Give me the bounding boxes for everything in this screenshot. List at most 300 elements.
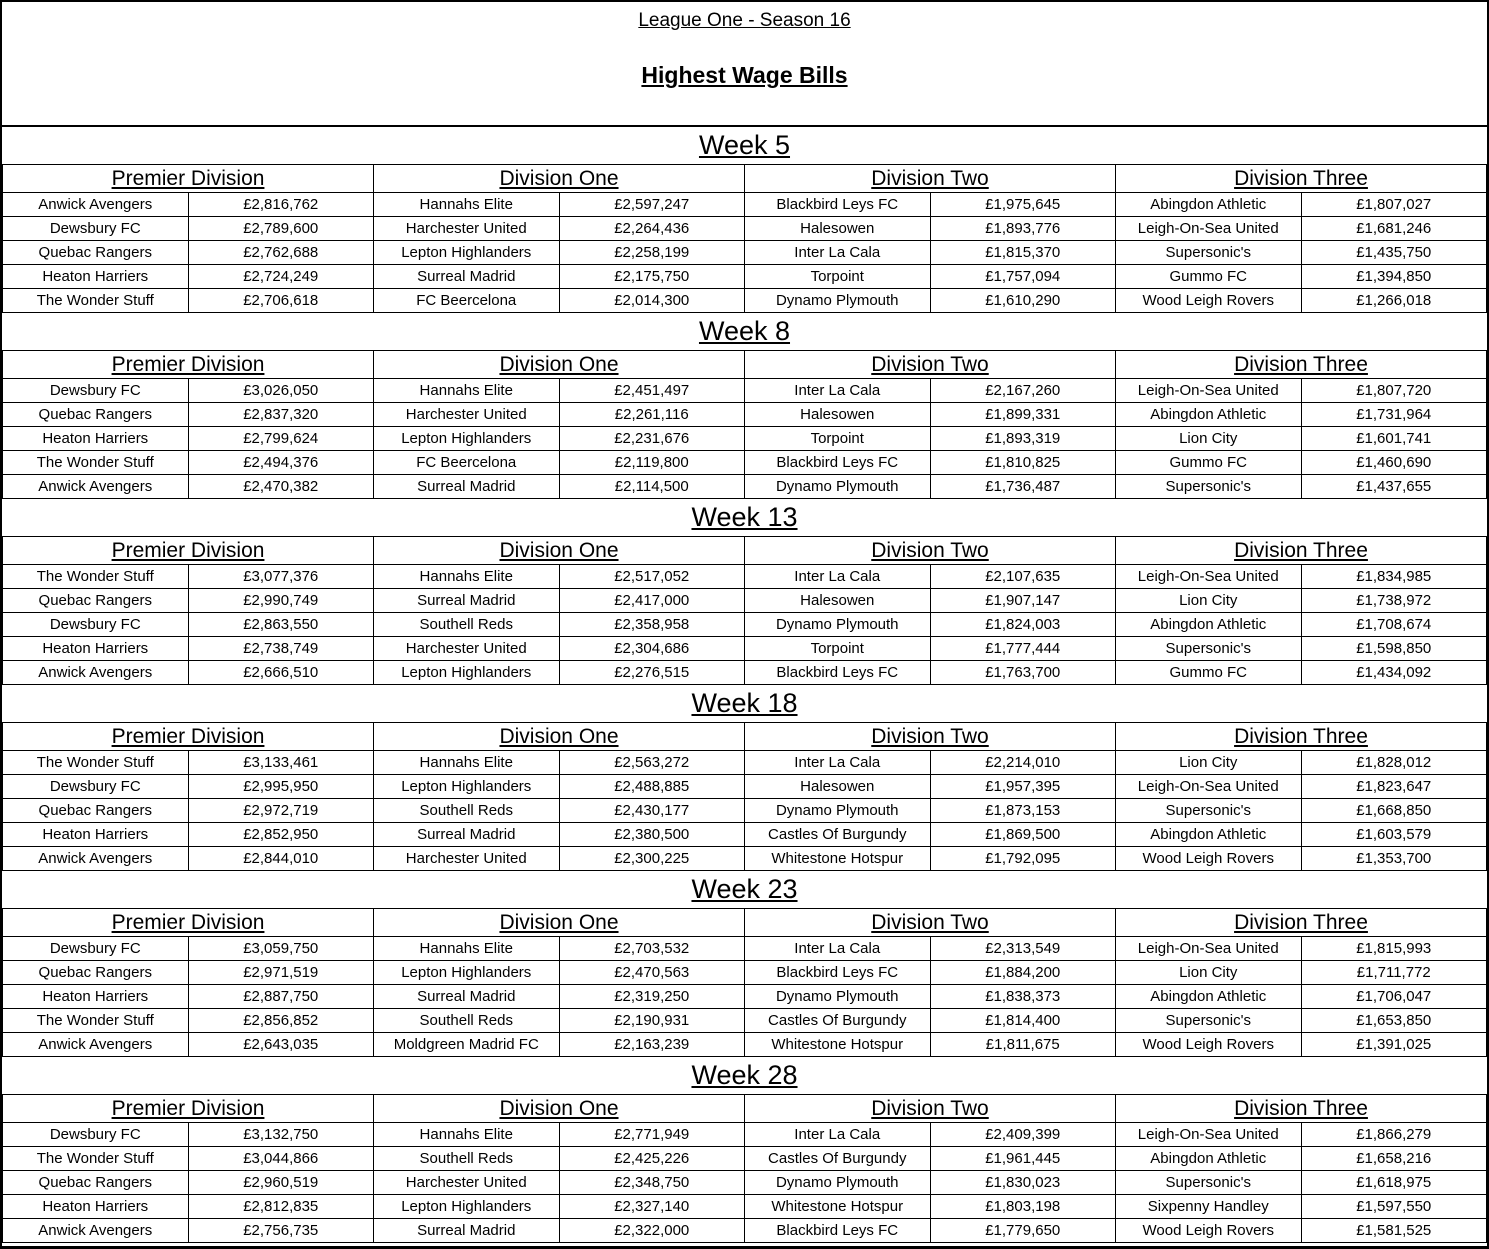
table-row xyxy=(3,589,1487,613)
wage-bill-cell: £2,163,239 xyxy=(559,1033,745,1057)
table-row xyxy=(3,193,1487,217)
wage-bill-cell: £1,757,094 xyxy=(930,265,1116,289)
wage-bill-cell: £1,957,395 xyxy=(930,775,1116,799)
wage-bill-cell: £1,961,445 xyxy=(930,1147,1116,1171)
week-table xyxy=(2,350,1487,499)
team-name-cell: Lion City xyxy=(1116,961,1302,985)
wage-bill-cell: £1,811,675 xyxy=(930,1033,1116,1057)
wage-bill-cell: £1,603,579 xyxy=(1301,823,1487,847)
wage-bill-cell: £1,681,246 xyxy=(1301,217,1487,241)
division-name: Division One xyxy=(499,724,619,748)
wage-bill-cell: £1,779,650 xyxy=(930,1219,1116,1243)
division-header xyxy=(1116,351,1487,379)
table-row xyxy=(3,1171,1487,1195)
team-name-cell: Abingdon Athletic xyxy=(1116,823,1302,847)
division-header xyxy=(374,165,745,193)
table-row xyxy=(3,937,1487,961)
wage-bill-cell: £1,353,700 xyxy=(1301,847,1487,871)
wage-bill-cell: £1,807,720 xyxy=(1301,379,1487,403)
wage-bill-cell: £2,300,225 xyxy=(559,847,745,871)
wage-bill-cell: £2,313,549 xyxy=(930,937,1116,961)
team-name-cell: Torpoint xyxy=(745,265,931,289)
table-row xyxy=(3,565,1487,589)
wage-bill-cell: £2,358,958 xyxy=(559,613,745,637)
division-header xyxy=(1116,537,1487,565)
wage-bill-cell: £2,409,399 xyxy=(930,1123,1116,1147)
division-header xyxy=(374,537,745,565)
division-header xyxy=(1116,1095,1487,1123)
team-name-cell: Whitestone Hotspur xyxy=(745,1033,931,1057)
division-name: Division Two xyxy=(871,352,989,376)
wage-bill-cell: £2,971,519 xyxy=(188,961,374,985)
team-name-cell: Abingdon Athletic xyxy=(1116,985,1302,1009)
wage-bill-cell: £2,844,010 xyxy=(188,847,374,871)
team-name-cell: Surreal Madrid xyxy=(374,985,560,1009)
wage-bill-cell: £1,738,972 xyxy=(1301,589,1487,613)
team-name-cell: Quebac Rangers xyxy=(3,1171,189,1195)
team-name-cell: Lion City xyxy=(1116,427,1302,451)
table-row xyxy=(3,751,1487,775)
wage-bill-cell: £1,711,772 xyxy=(1301,961,1487,985)
division-name: Premier Division xyxy=(111,352,265,376)
division-name: Division Three xyxy=(1234,724,1368,748)
team-name-cell: Supersonic's xyxy=(1116,241,1302,265)
team-name-cell: Torpoint xyxy=(745,637,931,661)
team-name-cell: Halesowen xyxy=(745,775,931,799)
division-header xyxy=(1116,909,1487,937)
team-name-cell: Inter La Cala xyxy=(745,565,931,589)
table-row xyxy=(3,1195,1487,1219)
team-name-cell: Lepton Highlanders xyxy=(374,961,560,985)
wage-bill-cell: £2,856,852 xyxy=(188,1009,374,1033)
team-name-cell: Leigh-On-Sea United xyxy=(1116,217,1302,241)
team-name-cell: The Wonder Stuff xyxy=(3,565,189,589)
team-name-cell: Castles Of Burgundy xyxy=(745,1009,931,1033)
wage-bill-cell: £2,470,382 xyxy=(188,475,374,499)
team-name-cell: Supersonic's xyxy=(1116,1009,1302,1033)
wage-bill-cell: £1,824,003 xyxy=(930,613,1116,637)
week-title: Week 18 xyxy=(691,688,798,718)
wage-bill-cell: £1,437,655 xyxy=(1301,475,1487,499)
team-name-cell: Harchester United xyxy=(374,637,560,661)
team-name-cell: Inter La Cala xyxy=(745,937,931,961)
division-name: Division Two xyxy=(871,1096,989,1120)
division-header-row xyxy=(3,1095,1487,1123)
wage-bill-cell: £2,863,550 xyxy=(188,613,374,637)
wage-bill-cell: £1,823,647 xyxy=(1301,775,1487,799)
wage-bill-cell: £2,258,199 xyxy=(559,241,745,265)
week-table xyxy=(2,536,1487,685)
wage-bill-cell: £2,114,500 xyxy=(559,475,745,499)
team-name-cell: Blackbird Leys FC xyxy=(745,961,931,985)
table-row xyxy=(3,799,1487,823)
division-header-row xyxy=(3,351,1487,379)
division-header xyxy=(745,165,1116,193)
wage-bill-cell: £1,828,012 xyxy=(1301,751,1487,775)
wage-bill-cell: £1,807,027 xyxy=(1301,193,1487,217)
wage-bill-cell: £2,990,749 xyxy=(188,589,374,613)
wage-bill-cell: £3,044,866 xyxy=(188,1147,374,1171)
team-name-cell: Dynamo Plymouth xyxy=(745,613,931,637)
division-name: Division One xyxy=(499,538,619,562)
wage-bill-cell: £2,425,226 xyxy=(559,1147,745,1171)
team-name-cell: Surreal Madrid xyxy=(374,1219,560,1243)
wage-bill-cell: £2,762,688 xyxy=(188,241,374,265)
wage-bill-cell: £2,380,500 xyxy=(559,823,745,847)
table-row xyxy=(3,661,1487,685)
team-name-cell: Abingdon Athletic xyxy=(1116,403,1302,427)
team-name-cell: Gummo FC xyxy=(1116,451,1302,475)
wage-bill-cell: £1,435,750 xyxy=(1301,241,1487,265)
wage-bill-cell: £1,653,850 xyxy=(1301,1009,1487,1033)
table-row xyxy=(3,1123,1487,1147)
table-row xyxy=(3,1033,1487,1057)
team-name-cell: Sixpenny Handley xyxy=(1116,1195,1302,1219)
table-row xyxy=(3,775,1487,799)
wage-bill-cell: £1,810,825 xyxy=(930,451,1116,475)
division-header xyxy=(3,723,374,751)
division-name: Premier Division xyxy=(111,724,265,748)
division-name: Premier Division xyxy=(111,1096,265,1120)
team-name-cell: Harchester United xyxy=(374,403,560,427)
team-name-cell: Blackbird Leys FC xyxy=(745,1219,931,1243)
team-name-cell: Leigh-On-Sea United xyxy=(1116,379,1302,403)
division-name: Division Three xyxy=(1234,352,1368,376)
team-name-cell: Heaton Harriers xyxy=(3,1195,189,1219)
team-name-cell: Blackbird Leys FC xyxy=(745,193,931,217)
table-row xyxy=(3,613,1487,637)
division-name: Premier Division xyxy=(111,910,265,934)
team-name-cell: Moldgreen Madrid FC xyxy=(374,1033,560,1057)
team-name-cell: Supersonic's xyxy=(1116,475,1302,499)
team-name-cell: Abingdon Athletic xyxy=(1116,1147,1302,1171)
wage-bill-cell: £1,460,690 xyxy=(1301,451,1487,475)
wage-bill-cell: £1,581,525 xyxy=(1301,1219,1487,1243)
team-name-cell: Heaton Harriers xyxy=(3,427,189,451)
week-title: Week 5 xyxy=(698,130,791,160)
division-name: Division One xyxy=(499,910,619,934)
division-name: Division Three xyxy=(1234,1096,1368,1120)
wage-bill-cell: £1,873,153 xyxy=(930,799,1116,823)
weeks-container xyxy=(2,127,1487,1243)
team-name-cell: Dynamo Plymouth xyxy=(745,799,931,823)
division-header xyxy=(745,1095,1116,1123)
team-name-cell: Anwick Avengers xyxy=(3,661,189,685)
division-name: Division One xyxy=(499,352,619,376)
team-name-cell: Dewsbury FC xyxy=(3,613,189,637)
wage-bill-cell: £2,724,249 xyxy=(188,265,374,289)
wage-bill-cell: £2,756,735 xyxy=(188,1219,374,1243)
team-name-cell: Southell Reds xyxy=(374,1009,560,1033)
week-section xyxy=(2,499,1487,685)
wage-bill-cell: £2,972,719 xyxy=(188,799,374,823)
wage-bill-cell: £2,563,272 xyxy=(559,751,745,775)
division-name: Premier Division xyxy=(111,538,265,562)
team-name-cell: Anwick Avengers xyxy=(3,847,189,871)
team-name-cell: Leigh-On-Sea United xyxy=(1116,1123,1302,1147)
wage-bill-cell: £1,763,700 xyxy=(930,661,1116,685)
team-name-cell: Wood Leigh Rovers xyxy=(1116,289,1302,313)
wage-bill-cell: £1,391,025 xyxy=(1301,1033,1487,1057)
team-name-cell: Hannahs Elite xyxy=(374,193,560,217)
table-row xyxy=(3,265,1487,289)
wage-bill-cell: £2,799,624 xyxy=(188,427,374,451)
division-header xyxy=(374,1095,745,1123)
division-header-row xyxy=(3,165,1487,193)
team-name-cell: Anwick Avengers xyxy=(3,475,189,499)
table-row xyxy=(3,217,1487,241)
team-name-cell: Wood Leigh Rovers xyxy=(1116,1033,1302,1057)
week-section xyxy=(2,871,1487,1057)
wage-bill-cell: £1,792,095 xyxy=(930,847,1116,871)
wage-bill-cell: £2,852,950 xyxy=(188,823,374,847)
wage-bill-cell: £2,666,510 xyxy=(188,661,374,685)
team-name-cell: Heaton Harriers xyxy=(3,637,189,661)
team-name-cell: FC Beercelona xyxy=(374,289,560,313)
table-row xyxy=(3,1147,1487,1171)
team-name-cell: Castles Of Burgundy xyxy=(745,823,931,847)
division-name: Division One xyxy=(499,166,619,190)
wage-bill-cell: £2,304,686 xyxy=(559,637,745,661)
table-row xyxy=(3,427,1487,451)
division-header xyxy=(374,909,745,937)
wage-bill-cell: £1,815,370 xyxy=(930,241,1116,265)
team-name-cell: Surreal Madrid xyxy=(374,265,560,289)
wage-bill-cell: £2,643,035 xyxy=(188,1033,374,1057)
week-table xyxy=(2,1094,1487,1243)
team-name-cell: Dynamo Plymouth xyxy=(745,1171,931,1195)
team-name-cell: Southell Reds xyxy=(374,1147,560,1171)
division-name: Division Two xyxy=(871,538,989,562)
division-header-row xyxy=(3,723,1487,751)
week-table xyxy=(2,164,1487,313)
team-name-cell: Blackbird Leys FC xyxy=(745,661,931,685)
week-section xyxy=(2,1057,1487,1243)
wage-bill-cell: £2,738,749 xyxy=(188,637,374,661)
team-name-cell: Dewsbury FC xyxy=(3,775,189,799)
division-name: Division Two xyxy=(871,724,989,748)
team-name-cell: Gummo FC xyxy=(1116,661,1302,685)
team-name-cell: The Wonder Stuff xyxy=(3,1009,189,1033)
wage-bill-cell: £2,771,949 xyxy=(559,1123,745,1147)
wage-bill-cell: £1,668,850 xyxy=(1301,799,1487,823)
team-name-cell: Dewsbury FC xyxy=(3,217,189,241)
wage-bill-cell: £3,077,376 xyxy=(188,565,374,589)
wage-bill-cell: £2,261,116 xyxy=(559,403,745,427)
team-name-cell: Inter La Cala xyxy=(745,241,931,265)
team-name-cell: Abingdon Athletic xyxy=(1116,193,1302,217)
team-name-cell: Leigh-On-Sea United xyxy=(1116,565,1302,589)
team-name-cell: The Wonder Stuff xyxy=(3,451,189,475)
week-title: Week 28 xyxy=(691,1060,798,1090)
wage-bill-cell: £1,899,331 xyxy=(930,403,1116,427)
division-name: Division Two xyxy=(871,166,989,190)
team-name-cell: Anwick Avengers xyxy=(3,1033,189,1057)
team-name-cell: Quebac Rangers xyxy=(3,403,189,427)
wage-bill-cell: £1,598,850 xyxy=(1301,637,1487,661)
wage-bill-cell: £2,789,600 xyxy=(188,217,374,241)
wage-bill-cell: £1,838,373 xyxy=(930,985,1116,1009)
wage-bill-cell: £1,814,400 xyxy=(930,1009,1116,1033)
team-name-cell: Anwick Avengers xyxy=(3,193,189,217)
division-name: Division Two xyxy=(871,910,989,934)
team-name-cell: Surreal Madrid xyxy=(374,823,560,847)
wage-bill-cell: £1,869,500 xyxy=(930,823,1116,847)
division-header xyxy=(1116,165,1487,193)
team-name-cell: Quebac Rangers xyxy=(3,961,189,985)
team-name-cell: Halesowen xyxy=(745,217,931,241)
team-name-cell: Gummo FC xyxy=(1116,265,1302,289)
wage-bill-cell: £2,816,762 xyxy=(188,193,374,217)
wage-bill-cell: £2,190,931 xyxy=(559,1009,745,1033)
week-table xyxy=(2,722,1487,871)
team-name-cell: Dewsbury FC xyxy=(3,937,189,961)
team-name-cell: Hannahs Elite xyxy=(374,379,560,403)
division-header xyxy=(374,723,745,751)
wage-bill-cell: £2,430,177 xyxy=(559,799,745,823)
wage-bill-cell: £2,119,800 xyxy=(559,451,745,475)
wage-bill-cell: £2,014,300 xyxy=(559,289,745,313)
week-title: Week 13 xyxy=(691,502,798,532)
team-name-cell: Lepton Highlanders xyxy=(374,661,560,685)
wage-bill-cell: £2,887,750 xyxy=(188,985,374,1009)
wage-bill-cell: £1,610,290 xyxy=(930,289,1116,313)
wage-bill-cell: £1,434,092 xyxy=(1301,661,1487,685)
week-section xyxy=(2,313,1487,499)
team-name-cell: The Wonder Stuff xyxy=(3,289,189,313)
team-name-cell: Lepton Highlanders xyxy=(374,427,560,451)
wage-bill-cell: £3,133,461 xyxy=(188,751,374,775)
wage-bill-cell: £1,394,850 xyxy=(1301,265,1487,289)
wage-bill-cell: £2,597,247 xyxy=(559,193,745,217)
page-subtitle: Highest Wage Bills xyxy=(641,62,848,88)
team-name-cell: Whitestone Hotspur xyxy=(745,1195,931,1219)
division-header xyxy=(3,165,374,193)
division-name: Division Three xyxy=(1234,538,1368,562)
team-name-cell: Inter La Cala xyxy=(745,379,931,403)
title-block xyxy=(2,2,1487,127)
division-header xyxy=(3,351,374,379)
team-name-cell: Inter La Cala xyxy=(745,751,931,775)
team-name-cell: The Wonder Stuff xyxy=(3,751,189,775)
division-header xyxy=(745,537,1116,565)
wage-bill-cell: £1,731,964 xyxy=(1301,403,1487,427)
division-name: Division One xyxy=(499,1096,619,1120)
team-name-cell: Heaton Harriers xyxy=(3,823,189,847)
wage-bill-cell: £2,494,376 xyxy=(188,451,374,475)
table-row xyxy=(3,1219,1487,1243)
team-name-cell: Leigh-On-Sea United xyxy=(1116,937,1302,961)
wage-bill-cell: £3,059,750 xyxy=(188,937,374,961)
wage-bill-cell: £1,266,018 xyxy=(1301,289,1487,313)
wage-bill-cell: £2,327,140 xyxy=(559,1195,745,1219)
team-name-cell: Hannahs Elite xyxy=(374,1123,560,1147)
wage-bill-cell: £1,866,279 xyxy=(1301,1123,1487,1147)
team-name-cell: Surreal Madrid xyxy=(374,475,560,499)
wage-bill-cell: £2,107,635 xyxy=(930,565,1116,589)
wage-bill-cell: £3,026,050 xyxy=(188,379,374,403)
division-header xyxy=(3,909,374,937)
team-name-cell: Lepton Highlanders xyxy=(374,775,560,799)
table-row xyxy=(3,823,1487,847)
team-name-cell: Castles Of Burgundy xyxy=(745,1147,931,1171)
week-table xyxy=(2,908,1487,1057)
wage-bill-cell: £1,658,216 xyxy=(1301,1147,1487,1171)
wage-bill-cell: £2,488,885 xyxy=(559,775,745,799)
table-row xyxy=(3,847,1487,871)
wage-bill-cell: £1,803,198 xyxy=(930,1195,1116,1219)
division-header xyxy=(374,351,745,379)
division-name: Division Three xyxy=(1234,166,1368,190)
wage-bill-cell: £2,703,532 xyxy=(559,937,745,961)
team-name-cell: Whitestone Hotspur xyxy=(745,847,931,871)
table-row xyxy=(3,451,1487,475)
week-section xyxy=(2,685,1487,871)
page-title: League One - Season 16 xyxy=(638,10,851,31)
team-name-cell: Harchester United xyxy=(374,847,560,871)
team-name-cell: Lepton Highlanders xyxy=(374,1195,560,1219)
team-name-cell: Lion City xyxy=(1116,589,1302,613)
division-header xyxy=(3,1095,374,1123)
division-header-row xyxy=(3,537,1487,565)
team-name-cell: Supersonic's xyxy=(1116,1171,1302,1195)
wage-bill-cell: £2,837,320 xyxy=(188,403,374,427)
team-name-cell: Dewsbury FC xyxy=(3,379,189,403)
team-name-cell: Abingdon Athletic xyxy=(1116,613,1302,637)
team-name-cell: Dynamo Plymouth xyxy=(745,289,931,313)
wage-bill-cell: £2,348,750 xyxy=(559,1171,745,1195)
division-header xyxy=(745,909,1116,937)
wage-bill-cell: £1,777,444 xyxy=(930,637,1116,661)
wage-bill-cell: £1,815,993 xyxy=(1301,937,1487,961)
team-name-cell: Inter La Cala xyxy=(745,1123,931,1147)
team-name-cell: Dewsbury FC xyxy=(3,1123,189,1147)
team-name-cell: Lepton Highlanders xyxy=(374,241,560,265)
team-name-cell: Heaton Harriers xyxy=(3,265,189,289)
wage-bill-cell: £1,706,047 xyxy=(1301,985,1487,1009)
wage-bill-cell: £1,975,645 xyxy=(930,193,1116,217)
team-name-cell: Supersonic's xyxy=(1116,799,1302,823)
table-row xyxy=(3,985,1487,1009)
week-title: Week 8 xyxy=(698,316,791,346)
wage-bill-cell: £2,322,000 xyxy=(559,1219,745,1243)
team-name-cell: Quebac Rangers xyxy=(3,799,189,823)
team-name-cell: Wood Leigh Rovers xyxy=(1116,1219,1302,1243)
team-name-cell: Quebac Rangers xyxy=(3,589,189,613)
team-name-cell: FC Beercelona xyxy=(374,451,560,475)
team-name-cell: Leigh-On-Sea United xyxy=(1116,775,1302,799)
team-name-cell: Harchester United xyxy=(374,1171,560,1195)
team-name-cell: Wood Leigh Rovers xyxy=(1116,847,1302,871)
team-name-cell: Southell Reds xyxy=(374,613,560,637)
table-row xyxy=(3,403,1487,427)
wage-bill-cell: £2,706,618 xyxy=(188,289,374,313)
team-name-cell: Harchester United xyxy=(374,217,560,241)
week-section xyxy=(2,127,1487,313)
wage-bill-cell: £2,417,000 xyxy=(559,589,745,613)
team-name-cell: The Wonder Stuff xyxy=(3,1147,189,1171)
division-header xyxy=(745,723,1116,751)
team-name-cell: Anwick Avengers xyxy=(3,1219,189,1243)
team-name-cell: Dynamo Plymouth xyxy=(745,475,931,499)
table-row xyxy=(3,379,1487,403)
team-name-cell: Halesowen xyxy=(745,403,931,427)
team-name-cell: Torpoint xyxy=(745,427,931,451)
table-row xyxy=(3,1009,1487,1033)
wage-bill-cell: £1,736,487 xyxy=(930,475,1116,499)
wage-bill-cell: £2,264,436 xyxy=(559,217,745,241)
team-name-cell: Hannahs Elite xyxy=(374,937,560,961)
